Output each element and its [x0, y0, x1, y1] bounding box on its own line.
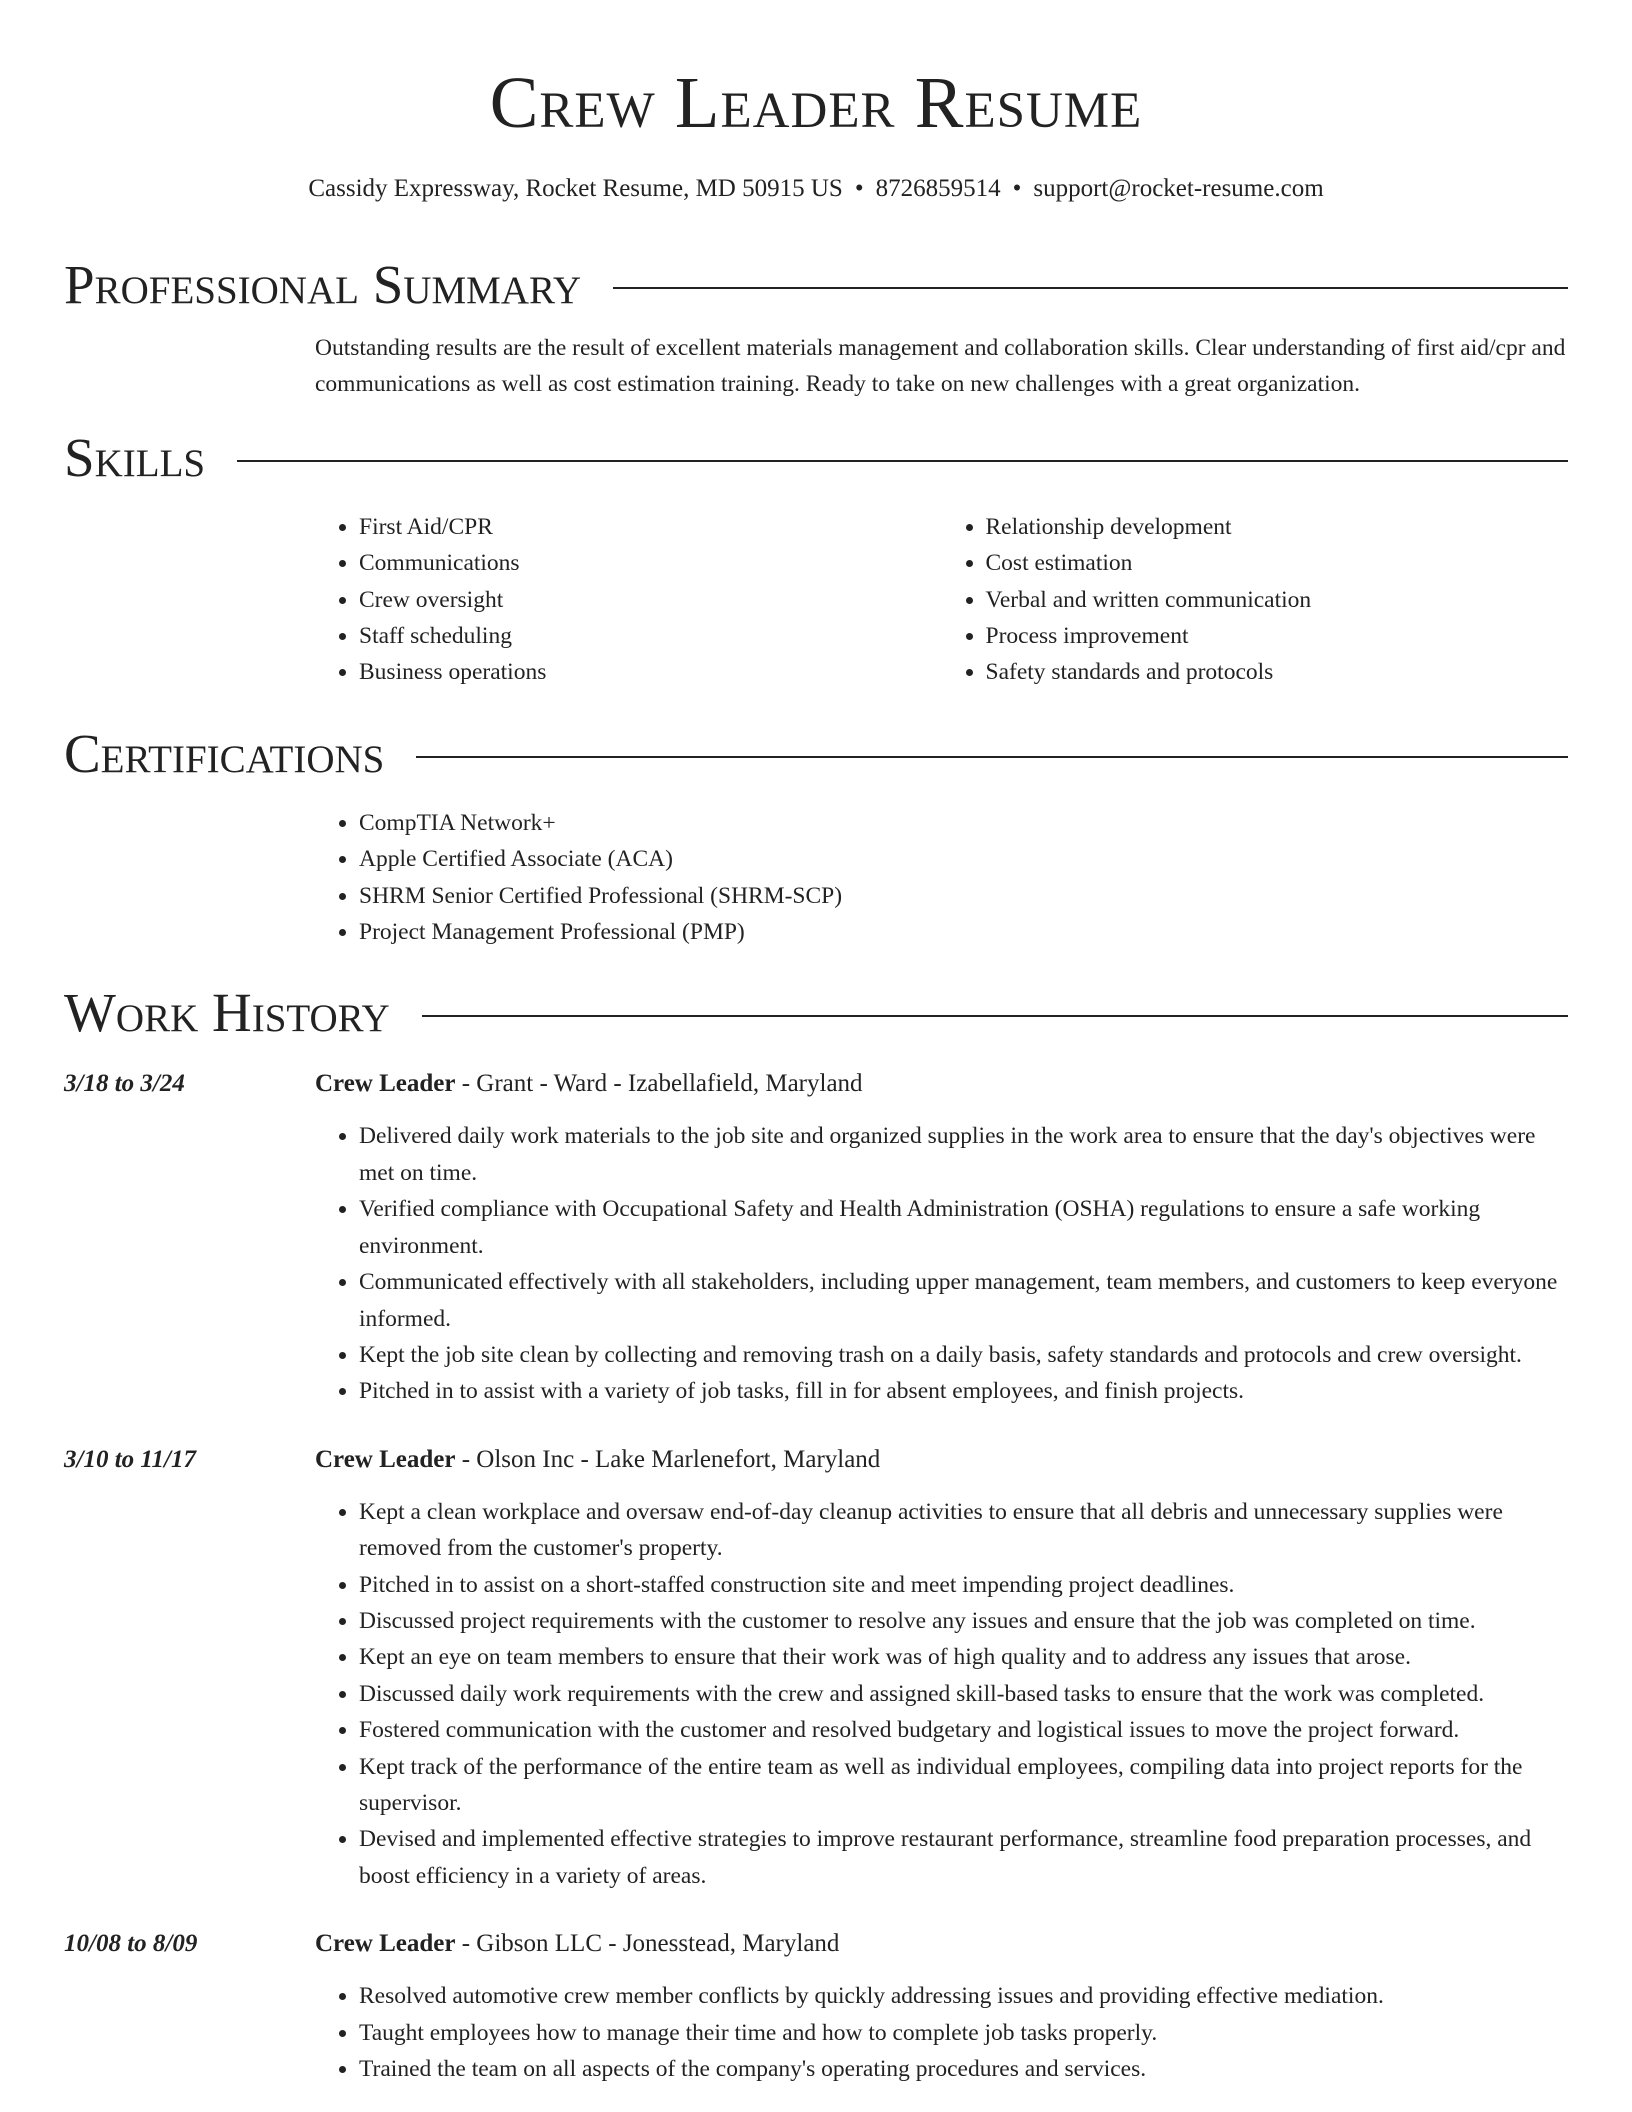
section-divider — [237, 460, 1568, 462]
contact-phone: 8726859514 — [875, 175, 1001, 202]
certifications-heading: Certifications — [64, 722, 385, 784]
list-item: • Trained the team on all aspects of the company's operating procedures and services. — [359, 2051, 1568, 2087]
list-item: • Verbal and written communication — [986, 582, 1569, 618]
job-title-line — [315, 1066, 1568, 1102]
certifications-list — [315, 805, 1568, 951]
job-entry — [64, 1066, 1568, 1409]
list-item: • Devised and implemented effective strategies to improve restaurant performance, streamline food preparation processes, and boost efficiency in a variety of areas. — [359, 1821, 1568, 1894]
list-item: • Kept track of the performance of the entire team as well as individual employees, compiling data into project reports for the supervisor. — [359, 1749, 1568, 1822]
contact-separator: • — [1012, 175, 1022, 202]
summary-section-header — [64, 252, 1568, 318]
summary-text: Outstanding results are the result of excellent materials management and collaboration skills. Clear understanding of first aid/cpr and communications as well as cost estimation training. Ready to take on new challenges with a great organization. — [315, 335, 1566, 398]
list-item: • Discussed project requirements with the customer to resolve any issues and ensure that the job was completed on time. — [359, 1603, 1568, 1639]
list-item: • Kept an eye on team members to ensure that their work was of high quality and to address any issues that arose. — [359, 1639, 1568, 1675]
list-item: • Safety standards and protocols — [986, 654, 1569, 690]
job-title-line — [315, 1442, 1568, 1478]
list-item: • Fostered communication with the customer and resolved budgetary and logistical issues to move the project forward. — [359, 1712, 1568, 1748]
section-divider — [416, 756, 1568, 758]
skills-column-left — [315, 509, 942, 691]
job-title-line — [315, 1926, 1568, 1962]
list-item: • Crew oversight — [359, 582, 942, 618]
list-item: • Staff scheduling — [359, 618, 942, 654]
certifications-section-header — [64, 721, 1568, 787]
list-item: • Project Management Professional (PMP) — [359, 914, 1568, 950]
section-divider — [613, 287, 1568, 289]
list-item: • Discussed daily work requirements with the crew and assigned skill-based tasks to ensure that the work was completed. — [359, 1676, 1568, 1712]
job-entry — [64, 1442, 1568, 1894]
list-item: • Delivered daily work materials to the job site and organized supplies in the work area to ensure that the day's objectives were met on time. — [359, 1118, 1568, 1191]
skills-section-header — [64, 425, 1568, 491]
job-bullets — [315, 1118, 1568, 1409]
job-body — [315, 1442, 1568, 1894]
list-item: • Cost estimation — [986, 545, 1569, 581]
resume-title: Crew Leader Resume — [489, 62, 1143, 143]
skills-column-right — [942, 509, 1569, 691]
list-item: • Process improvement — [986, 618, 1569, 654]
list-item: • Relationship development — [986, 509, 1569, 545]
work-heading: Work History — [64, 982, 390, 1044]
list-item: • Communications — [359, 545, 942, 581]
resume-page — [64, 0, 1568, 2087]
work-section-header — [64, 980, 1568, 1046]
job-title: Crew Leader — [315, 1070, 456, 1098]
list-item: • First Aid/CPR — [359, 509, 942, 545]
job-employer: - Gibson LLC - Jonesstead, Maryland — [455, 1930, 840, 1958]
job-bullets — [315, 1494, 1568, 1894]
job-dates: 3/10 to 11/17 — [64, 1445, 196, 1473]
job-dates: 3/18 to 3/24 — [64, 1070, 185, 1098]
list-item: • Taught employees how to manage their time and how to complete job tasks properly. — [359, 2015, 1568, 2051]
job-title: Crew Leader — [315, 1930, 456, 1958]
list-item: • SHRM Senior Certified Professional (SHRM-SCP) — [359, 878, 1568, 914]
job-bullets — [315, 1978, 1568, 2087]
job-title: Crew Leader — [315, 1445, 456, 1473]
list-item: • Pitched in to assist with a variety of job tasks, fill in for absent employees, and finish projects. — [359, 1373, 1568, 1409]
list-item: • Resolved automotive crew member conflicts by quickly addressing issues and providing effective mediation. — [359, 1978, 1568, 2014]
skills-list — [315, 509, 1568, 691]
contact-email: support@rocket-resume.com — [1033, 175, 1324, 202]
job-body — [315, 1926, 1568, 2087]
list-item: • Kept a clean workplace and oversaw end-of-day cleanup activities to ensure that all debris and unnecessary supplies were removed from the customer's property. — [359, 1494, 1568, 1567]
job-dates: 10/08 to 8/09 — [64, 1930, 198, 1958]
skills-heading: Skills — [64, 426, 206, 488]
list-item: • Verified compliance with Occupational Safety and Health Administration (OSHA) regulations to ensure a safe working environment. — [359, 1191, 1568, 1264]
job-employer: - Grant - Ward - Izabellafield, Maryland — [455, 1070, 863, 1098]
job-employer: - Olson Inc - Lake Marlenefort, Maryland — [455, 1445, 881, 1473]
summary-heading: Professional Summary — [64, 254, 582, 315]
list-item: • Business operations — [359, 654, 942, 690]
contact-line — [64, 172, 1568, 206]
section-divider — [422, 1015, 1568, 1017]
list-item: • CompTIA Network+ — [359, 805, 1568, 841]
contact-address: Cassidy Expressway, Rocket Resume, MD 50915 US — [308, 175, 843, 202]
contact-separator: • — [854, 175, 864, 202]
list-item: • Pitched in to assist on a short-staffed construction site and meet impending project deadlines. — [359, 1567, 1568, 1603]
list-item: • Communicated effectively with all stakeholders, including upper management, team members, and customers to keep everyone informed. — [359, 1264, 1568, 1337]
job-entry — [64, 1926, 1568, 2087]
list-item: • Kept the job site clean by collecting and removing trash on a daily basis, safety standards and protocols and crew oversight. — [359, 1337, 1568, 1373]
job-body — [315, 1066, 1568, 1409]
list-item: • Apple Certified Associate (ACA) — [359, 841, 1568, 877]
certifications-items — [315, 805, 1568, 951]
